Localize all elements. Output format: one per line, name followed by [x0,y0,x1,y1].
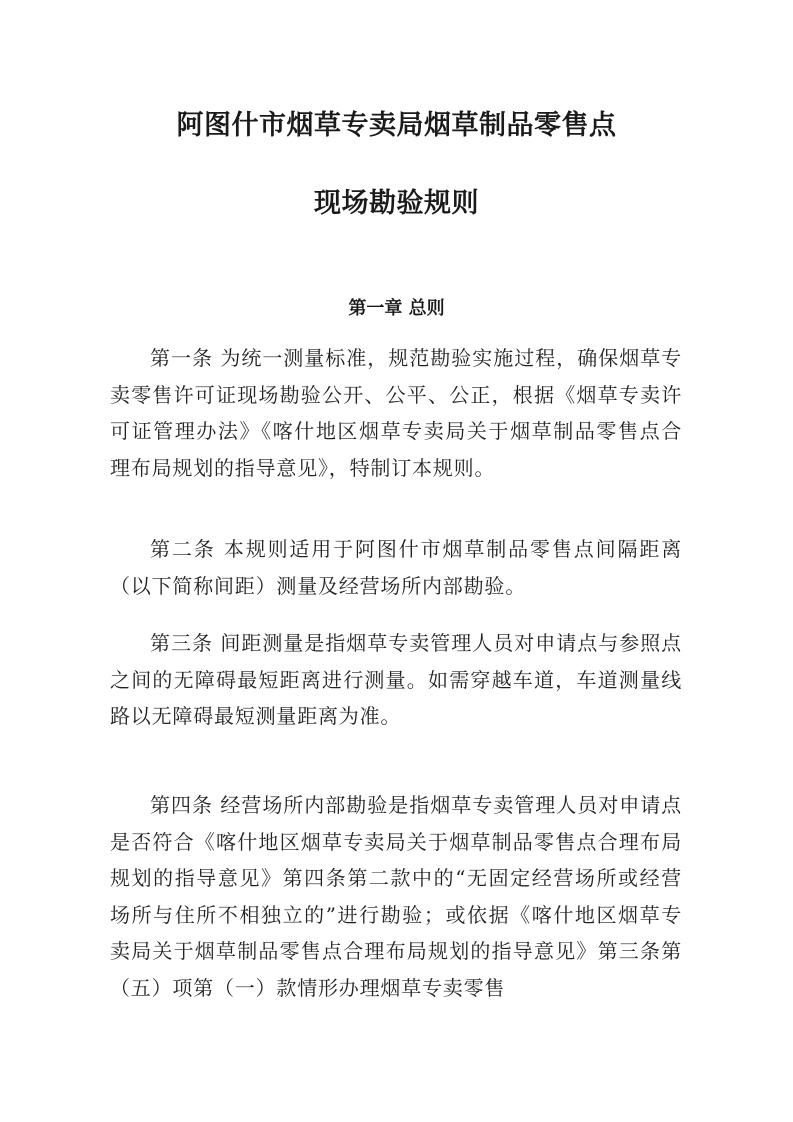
chapter-heading: 第一章 总则 [348,298,445,319]
article-2: 第二条 本规则适用于阿图什市烟草制品零售点间隔距离（以下简称间距）测量及经营场所内部勘验。 [110,537,682,598]
document-title-line-1: 阿图什市烟草专卖局烟草制品零售点 [176,110,617,141]
document-title-line-2: 现场勘验规则 [314,188,479,219]
article-4: 第四条 经营场所内部勘验是指烟草专卖管理人员对申请点是否符合《喀什地区烟草专卖局关于烟草制品零售点合理布局规划的指导意见》第四条第二款中的“无固定经营场所或经营场所与住所不相独立的”进行勘验；或依据《喀什地区烟草专卖局关于烟草制品零售点合理布局规划的指导意见》第三条第（五）项第（一）款情形办理烟草专卖零售 [110,793,682,1000]
article-3: 第三条 间距测量是指烟草专卖管理人员对申请点与参照点之间的无障碍最短距离进行测量。如需穿越车道，车道测量线路以无障碍最短测量距离为准。 [110,631,682,728]
article-1: 第一条 为统一测量标准，规范勘验实施过程，确保烟草专卖零售许可证现场勘验公开、公平、公正，根据《烟草专卖许可证管理办法》《喀什地区烟草专卖局关于烟草制品零售点合理布局规划的指导意见》，特制订本规则。 [110,346,682,480]
